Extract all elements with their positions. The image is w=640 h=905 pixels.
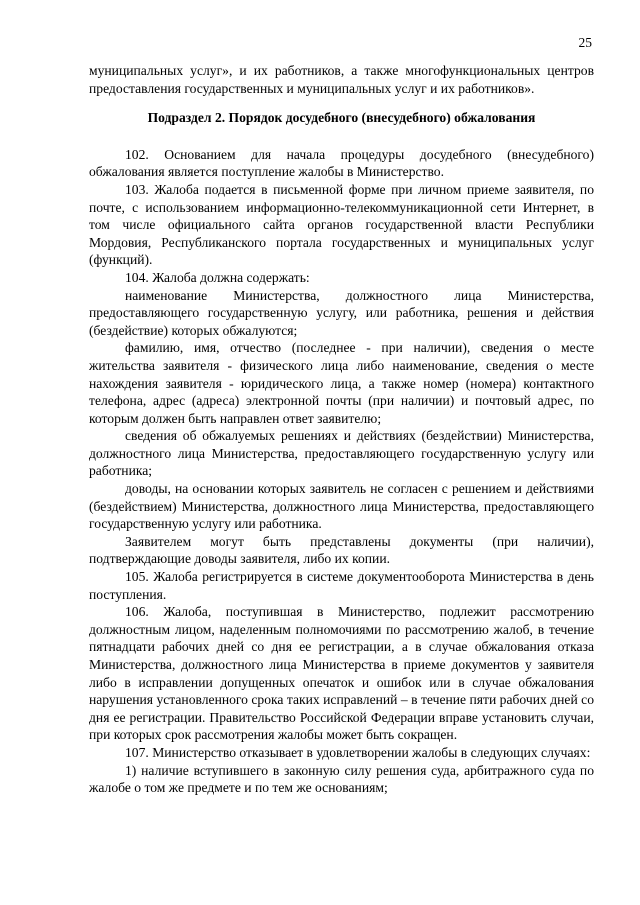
intro-paragraph: муниципальных услуг», и их работников, а также многофункциональных центров предоставления государственных и муниципальных услуг и их работников». bbox=[89, 63, 594, 96]
document-body bbox=[89, 62, 594, 797]
paragraph-105: 105. Жалоба регистрируется в системе документооборота Министерства в день поступления. bbox=[89, 569, 594, 602]
paragraph-107: 107. Министерство отказывает в удовлетворении жалобы в следующих случаях: bbox=[125, 744, 591, 760]
list-item-decisions: сведения об обжалуемых решениях и действиях (бездействии) Министерства, должностного лица Министерства, предоставляющего государственную услугу или работника; bbox=[89, 428, 594, 479]
section-heading: Подраздел 2. Порядок досудебного (внесудебного) обжалования bbox=[147, 110, 536, 126]
list-item-court-decision: 1) наличие вступившего в законную силу решения суда, арбитражного суда по жалобе о том же предмете и по тем же основаниям; bbox=[89, 762, 594, 796]
paragraph-104: 104. Жалоба должна содержать: bbox=[125, 269, 310, 285]
list-item-applicant-info: фамилию, имя, отчество (последнее - при наличии), сведения о месте жительства заявителя - физического лица либо наименование, сведения о месте нахождения заявителя - юридического лица, а также номер (номера) контактного телефона, адрес (адреса) электронной почты (при наличии) и почтовый адрес, по которым должен быть направлен ответ заявителю; bbox=[89, 340, 594, 426]
paragraph-106: 106. Жалоба, поступившая в Министерство, подлежит рассмотрению должностным лицом, наделенным полномочиями по рассмотрению жалоб, в течение пятнадцати рабочих дней со дня ее регистрации, а в случае обжалования отказа Министерства, должностного лица Министерства в приеме документов у заявителя либо в исправлении допущенных опечаток и ошибок или в случае обжалования нарушения установленного срока таких исправлений – в течение пяти рабочих дней со дня ее регистрации. Правительство Российской Федерации вправе установить случаи, при которых срок рассмотрения жалобы может быть сокращен. bbox=[89, 604, 594, 743]
page-number: 25 bbox=[578, 35, 592, 50]
paragraph-documents: Заявителем могут быть представлены документы (при наличии), подтверждающие доводы заявителя, либо их копии. bbox=[89, 533, 594, 567]
paragraph-103: 103. Жалоба подается в письменной форме при личном приеме заявителя, по почте, с использованием информационно-телекоммуникационной сети Интернет, в том числе официального сайта органов государственной власти Республики Мордовия, Республиканского портала государственных и муниципальных услуг (функций). bbox=[89, 181, 594, 268]
list-item-arguments: доводы, на основании которых заявитель не согласен с решением и действиями (бездействием) Министерства, должностного лица Министерства, предоставляющего государственную услугу или работника. bbox=[89, 481, 594, 532]
paragraph-102: 102. Основанием для начала процедуры досудебного (внесудебного) обжалования является поступление жалобы в Министерство. bbox=[89, 146, 594, 180]
list-item-name: наименование Министерства, должностного лица Министерства, предоставляющего государственную услугу, или работника, решения и действия (бездействие) которых обжалуются; bbox=[89, 287, 594, 338]
